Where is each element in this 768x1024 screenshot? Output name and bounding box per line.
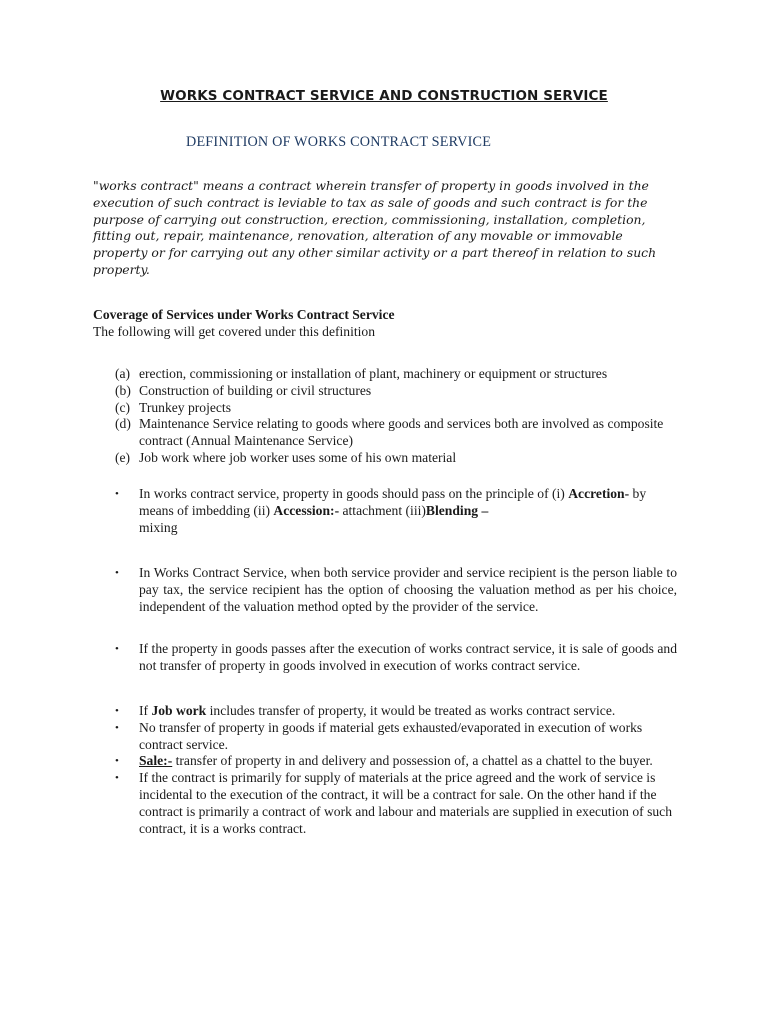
bullet-text: In Works Contract Service, when both service provider and service recipient is the person liable to pay tax, the service recipient has the option of choosing the valuation method as per his choice, independent of the valuation method opted by the provider of the service. <box>139 565 677 614</box>
bullet-item <box>115 565 677 615</box>
coverage-item-label: (b) <box>115 382 131 398</box>
bullet-text: Sale:- transfer of property in and delivery and possession of, a chattel as a chattel to the buyer. <box>139 753 653 769</box>
coverage-item-text: Job work where job worker uses some of his own material <box>139 449 457 465</box>
coverage-item-text: Trunkey projects <box>139 399 232 415</box>
coverage-item <box>115 416 680 450</box>
coverage-item <box>115 450 680 467</box>
term-blending: Blending – <box>425 502 489 518</box>
coverage-item-text: Construction of building or civil structures <box>139 382 372 398</box>
definition-heading: DEFINITION OF WORKS CONTRACT SERVICE <box>186 134 492 150</box>
coverage-item <box>115 366 680 383</box>
term-sale: Sale:- <box>139 753 173 769</box>
bullet-dot-icon: • <box>115 721 119 734</box>
bullet-dot-icon: • <box>115 488 119 500</box>
coverage-item-label: (a) <box>115 366 131 381</box>
bullet-item <box>115 770 677 837</box>
bullet-item <box>115 720 677 754</box>
coverage-item-text: Maintenance Service relating to goods where goods and services both are involved as composite contract (Annual Maintenance Service) <box>139 416 664 449</box>
bullet-dot-icon: • <box>115 643 119 655</box>
bullet-dot-icon: • <box>115 755 119 768</box>
coverage-heading: Coverage of Services under Works Contract Service <box>93 307 395 322</box>
bullet-text: No transfer of property in goods if material gets exhausted/evaporated in execution of works contract service. <box>139 719 643 752</box>
bullet-dot-icon: • <box>115 567 119 579</box>
coverage-item-label: (d) <box>115 416 131 432</box>
coverage-item <box>115 400 680 417</box>
bullet-list-sale-of-goods <box>115 641 677 675</box>
coverage-item-label: (e) <box>115 449 131 465</box>
bullet-dot-icon: • <box>115 772 119 785</box>
bullet-list-valuation <box>115 565 677 615</box>
bullet-text: In works contract service, property in goods should pass on the principle of (i) Accretion- by means of imbedding (ii) Accession:- attachment (iii)Blending – mixing <box>139 486 647 535</box>
term-accretion: Accretion- <box>568 486 630 501</box>
document-title: WORKS CONTRACT SERVICE AND CONSTRUCTION SERVICE <box>160 88 608 104</box>
term-accession: Accession:- <box>273 502 340 518</box>
bullet-dot-icon: • <box>115 705 119 717</box>
coverage-intro: The following will get covered under this definition <box>93 324 376 339</box>
coverage-item-label: (c) <box>115 399 131 415</box>
definition-paragraph: "works contract" means a contract wherein transfer of property in goods involved in the execution of such contract is leviable to tax as sale of goods and such contract is for the purpose of carrying out construction, erection, commissioning, installation, completion, fitting out, repair, maintenance, renovation, alteration of any movable or immovable property or for carrying out any other similar activity or a part thereof in relation to such property. <box>93 178 657 277</box>
bullet-item <box>115 641 677 675</box>
coverage-item-text: erection, commissioning or installation of plant, machinery or equipment or structures <box>139 366 608 381</box>
bullet-item <box>115 753 677 770</box>
coverage-list <box>115 366 680 467</box>
bullet-list-misc <box>115 703 677 837</box>
bullet-item <box>115 486 677 536</box>
bullet-text: If the contract is primarily for supply of materials at the price agreed and the work of service is incidental to the execution of the contract, it will be a contract for sale. On the other hand if the contract is primarily a contract of work and labour and materials are supplied in execution of such contract, it is a works contract. <box>139 770 672 836</box>
coverage-section <box>93 306 693 340</box>
bullet-text: If the property in goods passes after the execution of works contract service, it is sale of goods and not transfer of property in goods involved in execution of works contract service. <box>139 641 677 673</box>
bullet-list-principles <box>115 486 677 536</box>
coverage-item <box>115 383 680 400</box>
bullet-item <box>115 703 677 720</box>
term-job-work: Job work <box>151 703 207 718</box>
bullet-text: If Job work includes transfer of property, it would be treated as works contract service. <box>139 703 616 718</box>
